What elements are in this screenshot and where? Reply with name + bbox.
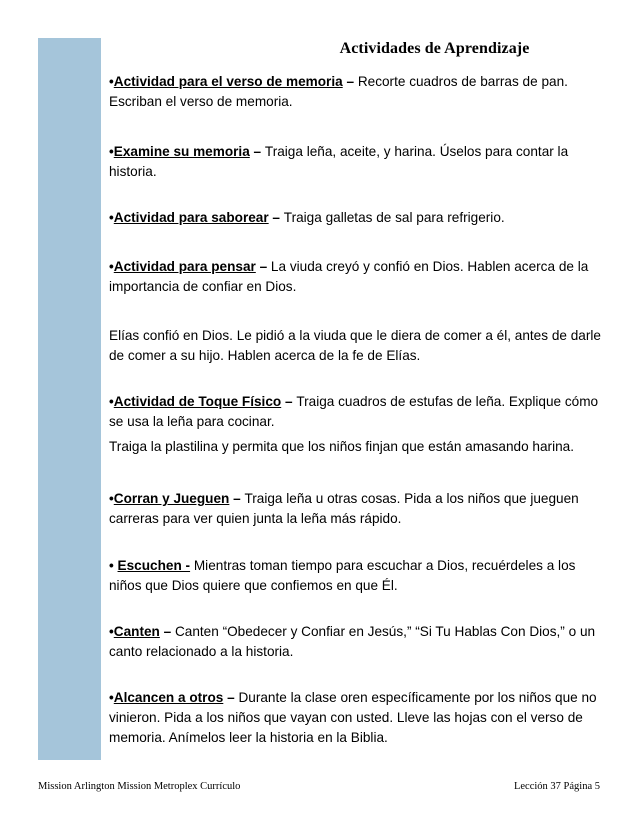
bullet-icon: • (109, 558, 118, 573)
item-text: Traiga cuadros de estufas de leña. Explique cómo se usa la leña para cocinar. (109, 394, 599, 429)
paragraph: Elías confió en Dios. Le pidió a la viuda que le diera de comer a él, antes de darle de comer a su hijo. Hablen acerca de la fe de Elías. (109, 328, 601, 363)
bullet-icon: • (109, 624, 114, 639)
item-text: Mientras toman tiempo para escuchar a Dios, recuérdeles a los niños que Dios quiere que confiemos en que Él. (109, 558, 576, 593)
item-text: La viuda creyó y confió en Dios. Hablen acerca de la importancia de confiar en Dios. (109, 259, 589, 294)
bullet-icon: • (109, 394, 114, 409)
item-label: Corran y Jueguen (113, 491, 230, 506)
bullet-icon: • (109, 690, 114, 705)
item-text: Canten “Obedecer y Confiar en Jesús,” “Si Tu Hablas Con Dios,” o un canto relacionado a la historia. (109, 624, 596, 659)
list-item: •Actividad para el verso de memoria – Recorte cuadros de barras de pan. Escriban el verso de memoria. (109, 74, 568, 109)
list-item: •Actividad para pensar – La viuda creyó y confió en Dios. Hablen acerca de la importancia de confiar en Dios. (109, 259, 589, 294)
item-text: Traiga galletas de sal para refrigerio. (283, 210, 505, 225)
paragraph: Traiga la plastilina y permita que los niños finjan que están amasando harina. (109, 439, 574, 454)
item-label: Actividad para saborear (113, 210, 269, 225)
list-item: •Examine su memoria – Traiga leña, aceite, y harina. Úselos para contar la historia. (109, 144, 569, 179)
footer-curriculum: Mission Arlington Mission Metroplex Currículo (38, 781, 241, 792)
bullet-icon: • (109, 210, 114, 225)
item-label: Examine su memoria (113, 144, 250, 159)
bullet-icon: • (109, 74, 114, 89)
item-text: Durante la clase oren específicamente por los niños que no vinieron. Pida a los niños que vayan con usted. Lleve las hojas con el verso de memoria. Anímelos leer la historia en la Biblia. (109, 690, 597, 745)
list-item: •Alcancen a otros – Durante la clase oren específicamente por los niños que no vinieron. Pida a los niños que vayan con usted. Lleve las hojas con el verso de memoria. Anímelos leer la historia en la Biblia. (109, 690, 597, 745)
list-item: •Actividad de Toque Físico – Traiga cuadros de estufas de leña. Explique cómo se usa la leña para cocinar. (109, 394, 599, 429)
item-label: Alcancen a otros (113, 690, 224, 705)
bullet-icon: • (109, 259, 114, 274)
list-item: •Corran y Jueguen – Traiga leña u otras cosas. Pida a los niños que jueguen carreras para ver quien junta la leña más rápido. (109, 491, 579, 526)
footer-page-number: Lección 37 Página 5 (513, 781, 600, 792)
list-item: •Canten – Canten “Obedecer y Confiar en Jesús,” “Si Tu Hablas Con Dios,” o un canto relacionado a la historia. (109, 624, 596, 659)
list-item: •Actividad para saborear – Traiga galletas de sal para refrigerio. (109, 210, 505, 225)
item-text: Traiga leña u otras cosas. Pida a los niños que jueguen carreras para ver quien junta la leña más rápido. (109, 491, 579, 526)
list-item (109, 556, 609, 596)
item-label: Canten (113, 624, 160, 639)
page-title: Actividades de Aprendizaje (339, 40, 530, 57)
item-label: Actividad para el verso de memoria (113, 74, 343, 89)
item-text: Recorte cuadros de barras de pan. Escriban el verso de memoria. (109, 74, 568, 109)
bullet-icon: • (109, 144, 114, 159)
item-label: Actividad de Toque Físico (113, 394, 282, 409)
item-text: Traiga leña, aceite, y harina. Úselos para contar la historia. (109, 144, 569, 179)
item-label: Escuchen - (117, 558, 191, 573)
bullet-icon: • (109, 491, 114, 506)
sidebar-bar (38, 38, 101, 760)
item-label: Actividad para pensar (113, 259, 256, 274)
